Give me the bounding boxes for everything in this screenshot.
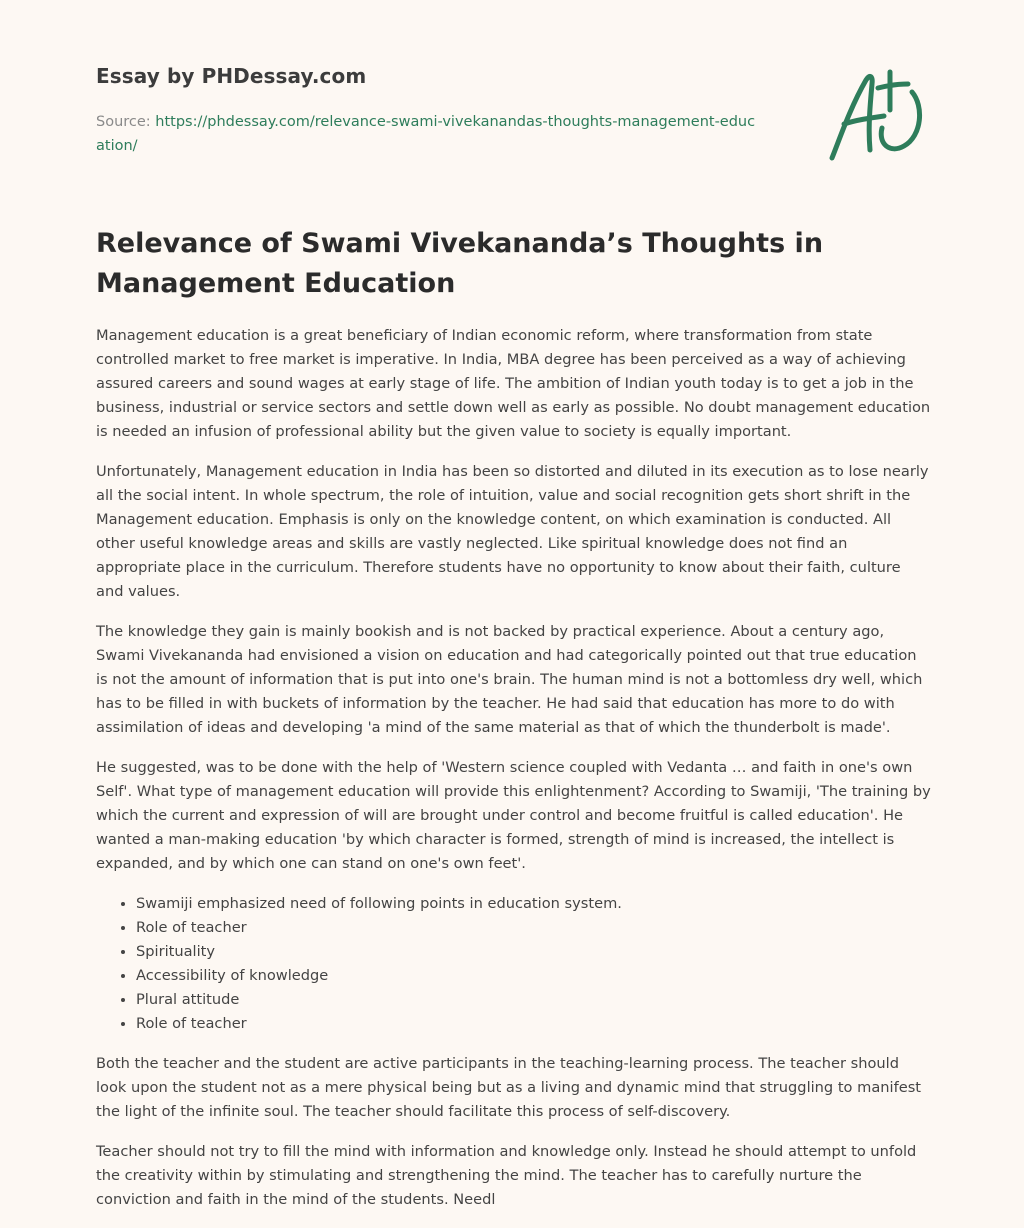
source-label: Source: (96, 114, 151, 130)
article-title: Relevance of Swami Vivekananda’s Thoughts in Management Education (96, 228, 824, 299)
list-item: • Accessibility of knowledge (136, 964, 932, 988)
list-item: • Swamiji emphasized need of following points in education system. (136, 892, 932, 916)
paragraph: The knowledge they gain is mainly bookish and is not backed by practical experience. About a century ago, Swami Vivekananda had envisioned a vision on education and had categorically pointed out that true education is not the amount of information that is put into one's brain. The human mind is not a bottomless dry well, which has to be filled in with buckets of information by the teacher. He had said that education has more to do with assimilation of ideas and developing 'a mind of the same material as that of which the thunderbolt is made'. (96, 623, 923, 736)
paragraph: Unfortunately, Management education in India has been so distorted and diluted in its execution as to lose nearly all the social intent. In whole spectrum, the role of intuition, value and social recognition gets short shrift in the Management education. Emphasis is only on the knowledge content, on which examination is conducted. All other useful knowledge areas and skills are vastly neglected. Like spiritual knowledge does not find an appropriate place in the curriculum. Therefore students have no opportunity to know about their faith, culture and values. (96, 463, 929, 600)
source-line (96, 110, 756, 158)
list-item: • Role of teacher (136, 916, 932, 940)
source-link[interactable]: https://phdessay.com/relevance-swami-vivekanandas-thoughts-management-education/ (96, 114, 756, 154)
list-item: • Plural attitude (136, 988, 932, 1012)
bullet-list (96, 892, 932, 1036)
site-brand[interactable]: Essay by PHDessay.com (96, 64, 367, 88)
paragraph: Management education is a great beneficiary of Indian economic reform, where transformation from state controlled market to free market is imperative. In India, MBA degree has been perceived as a way of achieving assured careers and sound wages at early stage of life. The ambition of Indian youth today is to get a job in the business, industrial or service sectors and settle down well as early as possible. No doubt management education is needed an infusion of professional ability but the given value to society is equally important. (96, 327, 931, 440)
list-item: • Role of teacher (136, 1012, 932, 1036)
article-body (96, 324, 932, 1228)
a-plus-grade-icon (826, 66, 930, 166)
paragraph: Teacher should not try to fill the mind with information and knowledge only. Instead he should attempt to unfold the creativity within by stimulating and strengthening the mind. The teacher has to carefully nurture the conviction and faith in the mind of the students. Needl (96, 1143, 917, 1208)
paragraph: Both the teacher and the student are active participants in the teaching-learning process. The teacher should look upon the student not as a mere physical being but as a living and dynamic mind that struggling to manifest the light of the infinite soul. The teacher should facilitate this process of self-discovery. (96, 1055, 922, 1120)
list-item: • Spirituality (136, 940, 932, 964)
paragraph: He suggested, was to be done with the help of 'Western science coupled with Vedanta … and faith in one's own Self'. What type of management education will provide this enlightenment? According to Swamiji, 'The training by which the current and expression of will are brought under control and become fruitful is called education'. He wanted a man-making education 'by which character is formed, strength of mind is increased, the intellect is expanded, and by which one can stand on one's own feet'. (96, 759, 931, 872)
